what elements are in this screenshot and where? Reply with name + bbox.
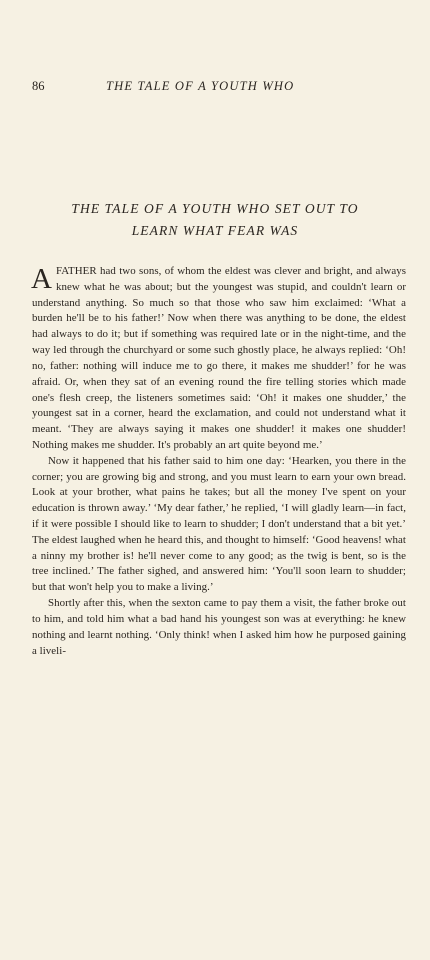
body-text	[32, 264, 406, 659]
chapter-title-line-2: LEARN WHAT FEAR WAS	[131, 223, 299, 238]
paragraph-2: Now it happened that his father said to him one day: ‘Hearken, you there in the corner; you are growing big and strong, and you must learn to earn your own bread. Look at your brother, what pains he takes; but all the money I've spent on your education is thrown away.’ ‘My dear father,’ he replied, ‘I will gladly learn—in fact, if it were possible I should like to learn to shudder; I don't understand that a bit yet.’ The eldest laughed when he heard this, and thought to himself: ‘Good heavens! what a ninny my brother is! he'll never come to any good; as the twig is bent, so is the tree inclined.’ The father sighed, and answered him: ‘You'll soon learn to shudder; but that won't help you to make a living.’	[32, 454, 406, 594]
page-number: 86	[32, 79, 45, 93]
paragraph-1	[32, 264, 406, 454]
drop-cap: A	[31, 263, 52, 295]
running-head	[32, 77, 404, 95]
chapter-title	[20, 198, 410, 242]
paragraph-3: Shortly after this, when the sexton came to pay them a visit, the father broke out to him, and told him what a bad hand his youngest son was at everything: he knew nothing and learnt nothing. ‘Only think! when I asked him how he purposed gaining a liveli-	[32, 597, 406, 657]
chapter-title-line-1: THE TALE OF A YOUTH WHO SET OUT TO	[71, 201, 359, 216]
running-title: THE TALE OF A YOUTH WHO	[106, 79, 295, 93]
paragraph-1-text: FATHER had two sons, of whom the eldest was clever and bright, and always knew what he was about; but the youngest was stupid, and couldn't learn or understand anything. So much so that those who saw him exclaimed: ‘What a burden he'll be to his father!’ Now when there was anything to be done, the eldest had always to do it; but if something was required late or in the night-time, and the way led through the churchyard or some such ghostly place, he always replied: ‘Oh! no, father: nothing will induce me to go there, it makes me shudder!’ for he was afraid. Or, when they sat of an evening round the fire telling stories which made one's flesh creep, the listeners sometimes said: ‘Oh! it makes one shudder,’ the youngest sat in a corner, heard the exclamation, and could not understand what it meant. ‘They are always saying it makes one shudder! it makes one shudder! Nothing makes me shudder. It's probably an art quite beyond me.’	[32, 265, 406, 451]
